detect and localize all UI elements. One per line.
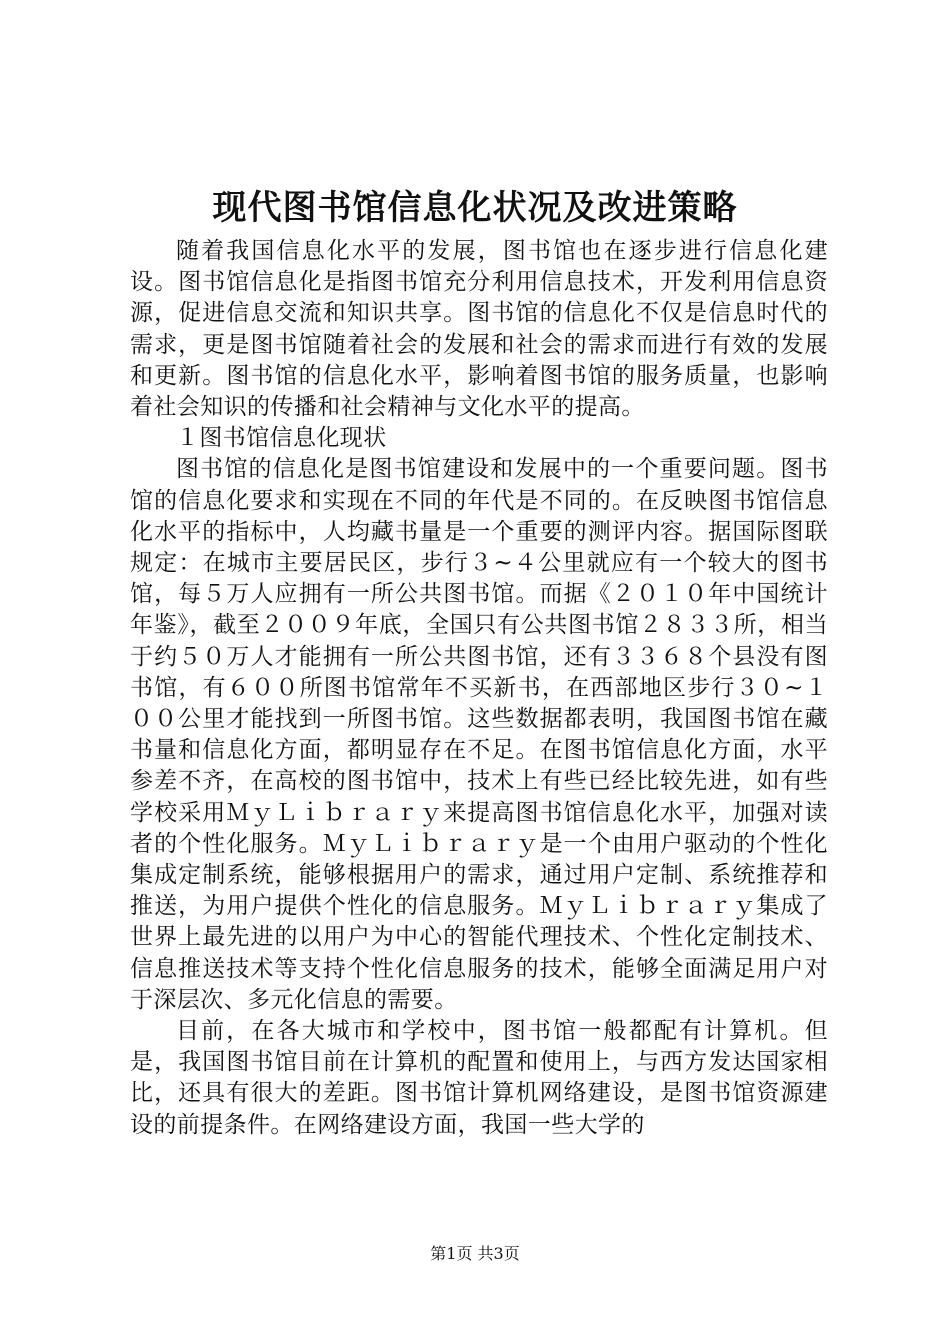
- section-heading-1: １图书馆信息化现状: [176, 425, 387, 452]
- paragraph-status: 图书馆的信息化是图书馆建设和发展中的一个重要问题。图书馆的信息化要求和实现在不同的年代是不同的。在反映图书馆信息化水平的指标中，人均藏书量是一个重要的测评内容。据国际图联规定：在城市主要居民区，步行３~４公里就应有一个较大的图书馆，每５万人应拥有一所公共图书馆。而据《２０１０年中国统计年鉴》，截至２００９年底，全国只有公共图书馆２８３３所，相当于约５０万人才能拥有一所公共图书馆，还有３３６８个县没有图书馆，有６００所图书馆常年不买新书，在西部地区步行３０~１００公里才能找到一所图书馆。这些数据都表明，我国图书馆在藏书量和信息化方面，都明显存在不足。在图书馆信息化方面，水平参差不齐，在高校的图书馆中，技术上有些已经比较先进，如有些学校采用ＭｙＬｉｂｒａｒｙ来提高图书馆信息化水平，加强对读者的个性化服务。ＭｙＬｉｂｒａｒｙ是一个由用户驱动的个性化集成定制系统，能够根据用户的需求，通过用户定制、系统推荐和推送，为用户提供个性化的信息服务。ＭｙＬｉｂｒａｒｙ集成了世界上最先进的以用户为中心的智能代理技术、个性化定制技术、信息推送技术等支持个性化信息服务的技术，能够全面满足用户对于深层次、多元化信息的需要。: [130, 456, 828, 1013]
- document-title: 现代图书馆信息化状况及改进策略: [212, 188, 738, 228]
- paragraph-intro: 随着我国信息化水平的发展，图书馆也在逐步进行信息化建设。图书馆信息化是指图书馆充分利用信息技术，开发利用信息资源，促进信息交流和知识共享。图书馆的信息化不仅是信息时代的需求，更是图书馆随着社会的发展和社会的需求而进行有效的发展和更新。图书馆的信息化水平，影响着图书馆的服务质量，也影响着社会知识的传播和社会精神与文化水平的提高。: [130, 238, 828, 421]
- document-body: [130, 236, 828, 1141]
- paragraph-computers: 目前，在各大城市和学校中，图书馆一般都配有计算机。但是，我国图书馆目前在计算机的配置和使用上，与西方发达国家相比，还具有很大的差距。图书馆计算机网络建设，是图书馆资源建设的前提条件。在网络建设方面，我国一些大学的: [130, 1018, 828, 1138]
- page-number-footer: 第1页 共3页: [430, 1244, 520, 1263]
